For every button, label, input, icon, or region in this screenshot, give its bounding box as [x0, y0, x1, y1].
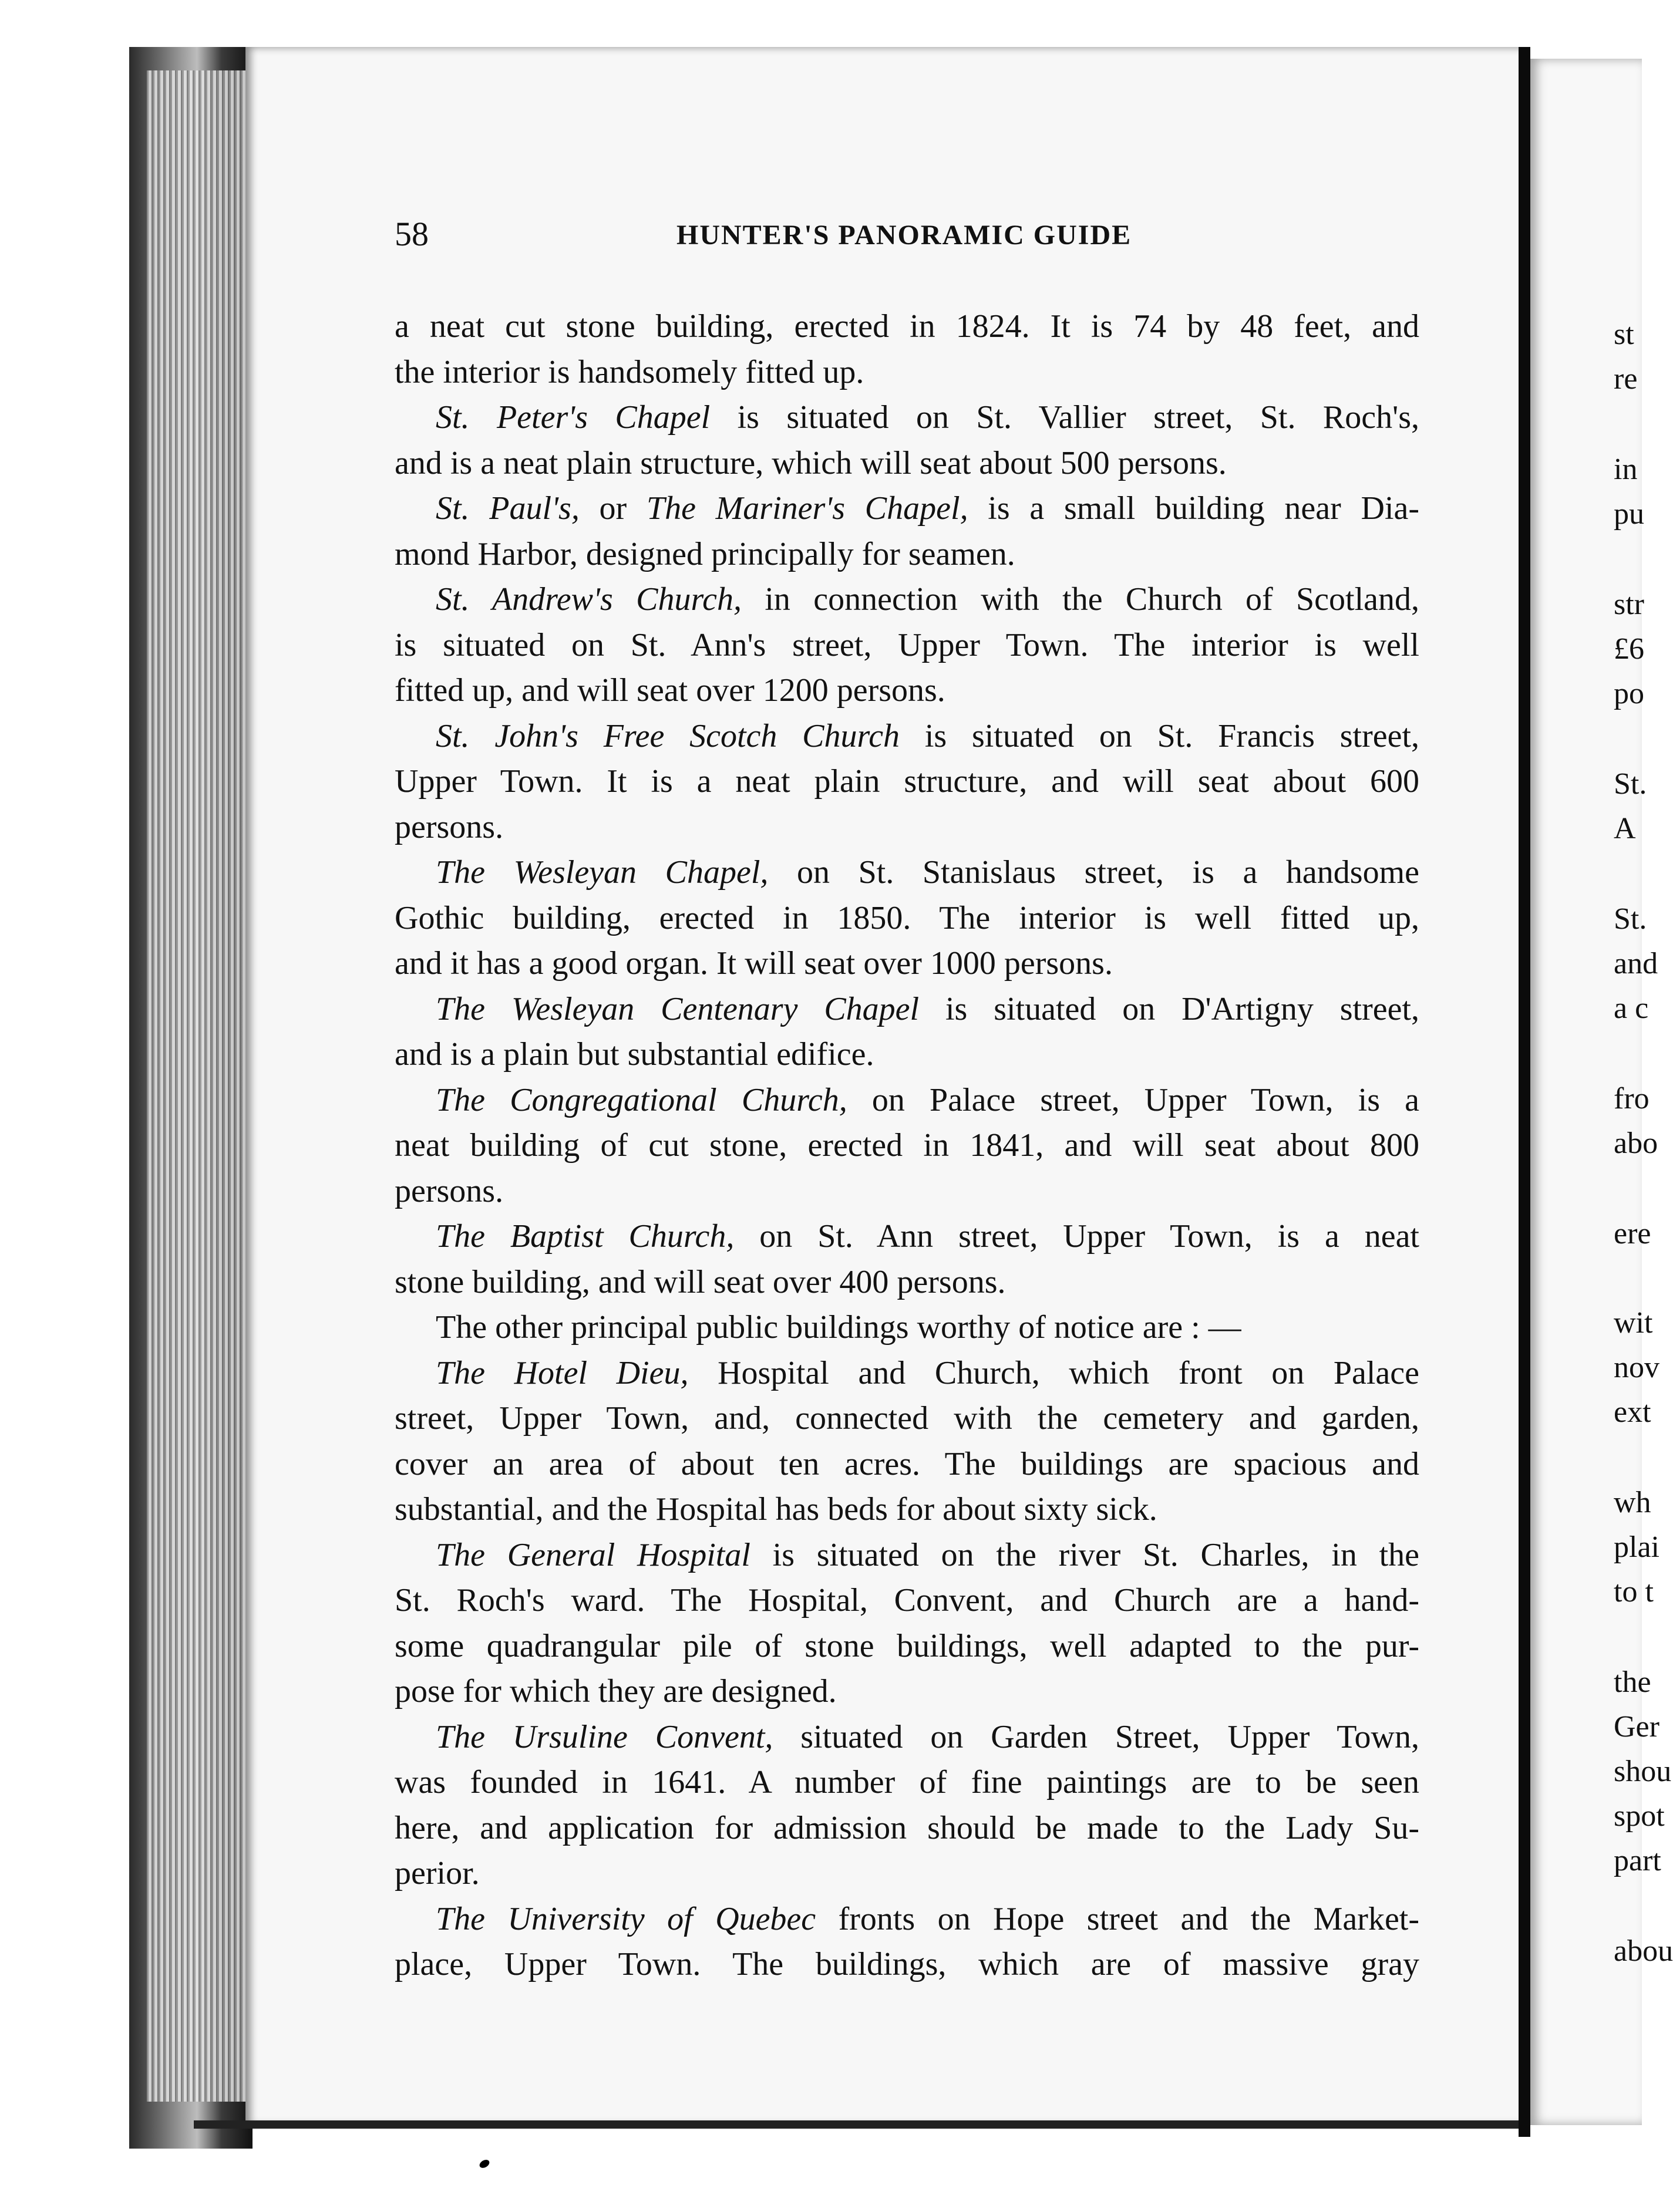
text-span: is situated on St. Francis street,: [900, 717, 1419, 754]
text-span: on St. Stanislaus street, is a handsome: [768, 854, 1419, 891]
right-page-fragment: wh: [1614, 1486, 1651, 1519]
text-span: is situated on St. Vallier street, St. Roch's,: [710, 399, 1419, 436]
text-line: [395, 532, 1419, 578]
right-page-fragment: and: [1614, 947, 1658, 980]
text-line: [395, 350, 1419, 396]
italic-title: The Baptist Church,: [436, 1218, 735, 1255]
ink-speck: [478, 2158, 491, 2169]
text-span: perior.: [395, 1855, 480, 1891]
running-title: HUNTER'S PANORAMIC GUIDE: [676, 220, 1132, 251]
text-line: [395, 850, 1419, 896]
text-line: [395, 1715, 1419, 1761]
italic-title: St. John's Free Scotch Church: [436, 717, 900, 754]
right-page-fragment: plai: [1614, 1530, 1659, 1564]
text-line: [395, 987, 1419, 1033]
right-page-fragment: re: [1614, 362, 1638, 396]
right-page-fragment: st: [1614, 318, 1634, 351]
text-line: [395, 1214, 1419, 1260]
page-bottom-edge: [194, 2120, 1530, 2129]
italic-title: St. Peter's Chapel: [436, 399, 711, 436]
text-span: and is a neat plain structure, which will seat about 500 persons.: [395, 444, 1227, 481]
italic-title: The Mariner's Chapel,: [646, 490, 968, 527]
text-line: [395, 1897, 1419, 1943]
text-span: persons.: [395, 1172, 504, 1209]
text-line: [395, 441, 1419, 487]
text-line: [395, 1578, 1419, 1624]
text-line: [395, 1351, 1419, 1397]
text-span: situated on Garden Street, Upper Town,: [773, 1718, 1419, 1755]
text-span: substantial, and the Hospital has beds for about sixty sick.: [395, 1491, 1157, 1528]
right-page-fragment: str: [1614, 588, 1644, 621]
text-line: [395, 304, 1419, 350]
right-page-fragment: abo: [1614, 1127, 1658, 1160]
italic-title: St. Andrew's Church,: [436, 581, 742, 618]
right-page-fragment: St.: [1614, 767, 1647, 801]
text-line: [395, 1260, 1419, 1306]
text-line: [395, 1624, 1419, 1670]
right-page-fragment: in: [1614, 453, 1638, 486]
right-page-fragment: part: [1614, 1844, 1661, 1877]
text-line: [395, 577, 1419, 623]
text-line: [395, 1123, 1419, 1169]
text-line: [395, 805, 1419, 851]
page-header: [395, 214, 1423, 261]
text-span: a neat cut stone building, erected in 1824. It is 74 by 48 feet, and: [395, 308, 1419, 345]
italic-title: The University of Quebec: [436, 1900, 816, 1937]
text-span: and is a plain but substantial edifice.: [395, 1036, 874, 1073]
italic-title: The General Hospital: [436, 1536, 750, 1573]
text-line: [395, 1305, 1419, 1351]
right-page-fragment: £6: [1614, 632, 1644, 666]
text-span: fronts on Hope street and the Market-: [816, 1900, 1420, 1937]
text-span: and it has a good organ. It will seat over 1000 persons.: [395, 945, 1113, 982]
text-line: [395, 941, 1419, 987]
right-page-fragment: A: [1614, 812, 1636, 845]
text-span: on Palace street, Upper Town, is a: [847, 1081, 1419, 1118]
right-page-fragment: po: [1614, 677, 1644, 710]
text-line: [395, 759, 1419, 805]
text-span: St. Roch's ward. The Hospital, Convent, and Church are a hand-: [395, 1582, 1419, 1618]
text-span: the interior is handsomely fitted up.: [395, 353, 864, 390]
text-line: [395, 1669, 1419, 1715]
text-line: [395, 1533, 1419, 1579]
text-line: [395, 1806, 1419, 1852]
text-span: is situated on the river St. Charles, in the: [750, 1536, 1419, 1573]
right-page-fragment: pu: [1614, 497, 1644, 531]
right-page-fragment: nov: [1614, 1351, 1659, 1384]
text-span: some quadrangular pile of stone buildings, well adapted to the pur-: [395, 1627, 1419, 1664]
text-line: [395, 623, 1419, 669]
right-page-fragment: a c: [1614, 992, 1649, 1025]
text-span: here, and application for admission should be made to the Lady Su-: [395, 1809, 1419, 1846]
italic-title: The Hotel Dieu,: [436, 1354, 689, 1391]
text-span: persons.: [395, 808, 504, 845]
text-span: street, Upper Town, and, connected with the cemetery and garden,: [395, 1400, 1419, 1437]
text-span: Hospital and Church, which front on Palace: [688, 1354, 1420, 1391]
text-span: cover an area of about ten acres. The buildings are spacious and: [395, 1445, 1419, 1482]
right-page-fragment: St.: [1614, 902, 1647, 936]
page-edges: [147, 70, 247, 2102]
italic-title: The Congregational Church,: [436, 1081, 847, 1118]
text-span: pose for which they are designed.: [395, 1673, 837, 1709]
page-number: 58: [395, 215, 429, 253]
text-span: was founded in 1641. A number of fine paintings are to be seen: [395, 1764, 1419, 1800]
right-page-fragment: wit: [1614, 1306, 1653, 1340]
text-span: on St. Ann street, Upper Town, is a neat: [734, 1218, 1419, 1255]
text-span: is a small building near Dia-: [968, 490, 1420, 527]
text-line: [395, 1851, 1419, 1897]
text-span: Gothic building, erected in 1850. The interior is well fitted up,: [395, 899, 1419, 936]
text-line: [395, 1442, 1419, 1488]
text-line: [395, 1760, 1419, 1806]
text-span: or: [579, 490, 647, 527]
text-span: place, Upper Town. The buildings, which are of massive gray: [395, 1946, 1419, 1982]
right-page-fragment: the: [1614, 1665, 1651, 1699]
right-page-fragment: ere: [1614, 1217, 1651, 1250]
right-page-fragment: ext: [1614, 1395, 1651, 1429]
text-line: [395, 896, 1419, 942]
text-line: [395, 395, 1419, 441]
text-span: stone building, and will seat over 400 persons.: [395, 1263, 1006, 1300]
italic-title: St. Paul's,: [436, 490, 580, 527]
italic-title: The Wesleyan Chapel,: [436, 854, 769, 891]
text-line: [395, 714, 1419, 760]
right-page-fragment: abou: [1614, 1934, 1673, 1968]
italic-title: The Ursuline Convent,: [436, 1718, 773, 1755]
text-span: is situated on D'Artigny street,: [919, 990, 1419, 1027]
right-page-fragment: Ger: [1614, 1710, 1659, 1744]
text-line: [395, 1487, 1419, 1533]
text-line: [395, 668, 1419, 714]
book-gutter: [1519, 47, 1530, 2137]
text-span: fitted up, and will seat over 1200 persons.: [395, 672, 945, 709]
italic-title: The Wesleyan Centenary Chapel: [436, 990, 920, 1027]
text-line: [395, 486, 1419, 532]
text-line: [395, 1942, 1419, 1988]
right-page-fragment: spot: [1614, 1799, 1665, 1833]
text-span: mond Harbor, designed principally for seamen.: [395, 535, 1015, 572]
right-page-fragment: fro: [1614, 1082, 1650, 1115]
right-page-fragment: shou: [1614, 1755, 1672, 1788]
text-span: is situated on St. Ann's street, Upper Town. The interior is well: [395, 626, 1419, 663]
text-span: neat building of cut stone, erected in 1841, and will seat about 800: [395, 1127, 1419, 1164]
text-line: [395, 1032, 1419, 1078]
text-line: [395, 1396, 1419, 1442]
text-span: The other principal public buildings worthy of notice are : —: [436, 1309, 1241, 1346]
text-span: in connection with the Church of Scotland,: [742, 581, 1419, 618]
right-page-fragment: to t: [1614, 1575, 1654, 1609]
body-text: [395, 304, 1419, 1988]
text-line: [395, 1078, 1419, 1124]
text-span: Upper Town. It is a neat plain structure, and will seat about 600: [395, 763, 1419, 800]
text-line: [395, 1169, 1419, 1215]
